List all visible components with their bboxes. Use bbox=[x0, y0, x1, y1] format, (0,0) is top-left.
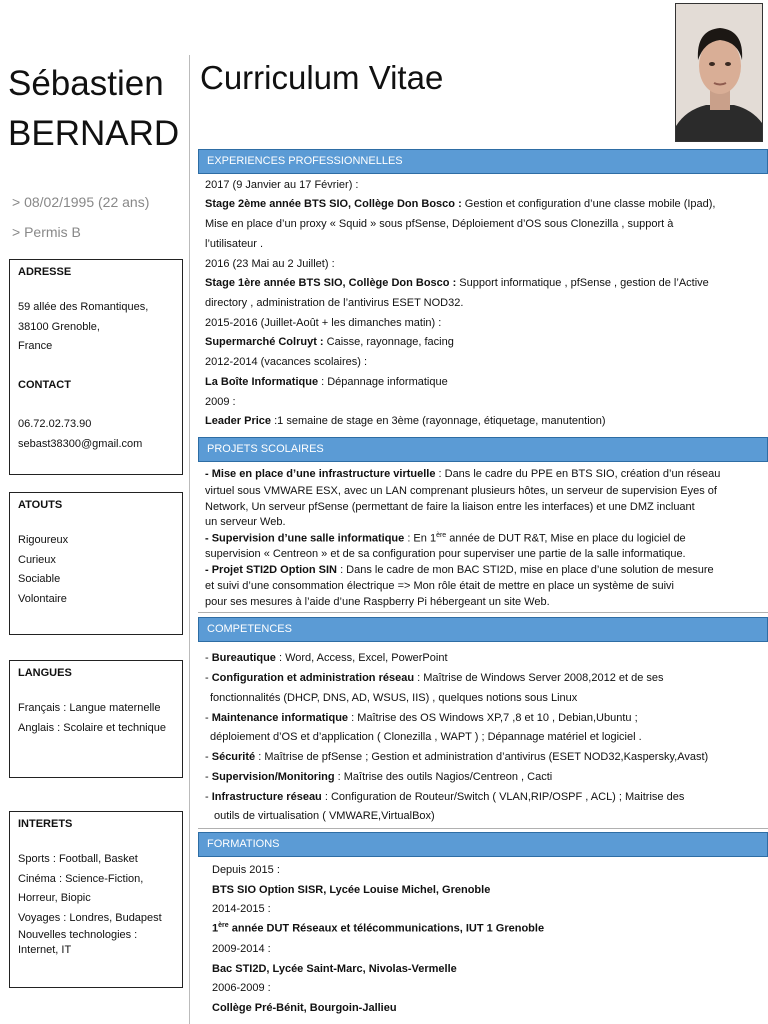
experience-line: 2009 : bbox=[205, 396, 236, 408]
competence-line: déploiement d’OS et d’application ( Clonezilla , WAPT ) ; Dépannage matériel et logiciel . bbox=[210, 731, 642, 743]
first-name: Sébastien bbox=[8, 64, 164, 103]
address-line: 38100 Grenoble, bbox=[18, 320, 100, 333]
competence-name: Sécurité bbox=[211, 751, 256, 763]
atout-item: Curieux bbox=[18, 553, 56, 566]
competence-line: - Sécurité : Maîtrise de pfSense ; Gestion et administration d’antivirus (ESET NOD32,Kaspersky,Avast) bbox=[205, 751, 709, 763]
competence-line: fonctionnalités (DHCP, DNS, AD, WSUS, IIS) , quelques notions sous Linux bbox=[210, 692, 578, 704]
experience-detail: Support informatique , pfSense , gestion de l’Active bbox=[456, 277, 709, 289]
experience-line: 2012-2014 (vacances scolaires) : bbox=[205, 356, 368, 368]
formation-degree: BTS SIO Option SISR, Lycée Louise Michel, Grenoble bbox=[212, 884, 491, 896]
atouts-title: ATOUTS bbox=[18, 499, 63, 511]
address-title: ADRESSE bbox=[18, 266, 72, 278]
experience-detail: Gestion et configuration d’une classe mobile (Ipad), bbox=[461, 198, 716, 210]
formation-line: Depuis 2015 : bbox=[212, 864, 280, 876]
atout-item: Rigoureux bbox=[18, 534, 69, 546]
competence-name: Configuration et administration réseau bbox=[211, 672, 415, 684]
projet-line bbox=[205, 532, 686, 545]
experience-line: Mise en place d’un proxy « Squid » sous pfSense, Déploiement d’OS sous Clonezilla , support à bbox=[205, 218, 674, 230]
projet-line: pour ses mesures à l’aide d’une Raspberry Pi hébergeant un site Web. bbox=[205, 596, 550, 608]
experiences-header: EXPERIENCES PROFESSIONNELLES bbox=[198, 149, 768, 174]
interets-box bbox=[9, 811, 183, 988]
experience-line: 2017 (9 Janvier au 17 Février) : bbox=[205, 179, 359, 191]
projet-line: un serveur Web. bbox=[205, 516, 286, 528]
address-line: France bbox=[18, 340, 53, 352]
competence-detail: : Word, Access, Excel, PowerPoint bbox=[275, 652, 448, 664]
formations-header: FORMATIONS bbox=[198, 832, 768, 857]
document-title: Curriculum Vitae bbox=[200, 59, 444, 96]
section-divider bbox=[198, 828, 768, 829]
atouts-box bbox=[9, 492, 183, 635]
projet-detail: : Dans le cadre de mon BAC STI2D, mise en place d’une solution de mesure bbox=[337, 564, 714, 576]
interet-item: Cinéma : Science-Fiction, bbox=[18, 872, 144, 885]
formation-degree: Bac STI2D, Lycée Saint-Marc, Nivolas-Vermelle bbox=[212, 963, 457, 975]
langue-item: Anglais : Scolaire et technique bbox=[18, 721, 166, 734]
experience-line bbox=[205, 277, 709, 289]
projet-line: supervision « Centreon » et de sa configuration pour superviser une partie de la salle informatique. bbox=[205, 548, 686, 560]
experience-detail: :1 semaine de stage en 3ème (rayonnage, étiquetage, manutention) bbox=[271, 415, 606, 427]
competence-detail: : Maîtrise de Windows Server 2008,2012 et de ses bbox=[414, 672, 664, 684]
atout-item: Volontaire bbox=[18, 592, 67, 605]
langues-box bbox=[9, 660, 183, 778]
portrait-image bbox=[676, 4, 763, 142]
projet-superscript: ère bbox=[436, 532, 447, 539]
langues-title: LANGUES bbox=[18, 667, 72, 679]
projet-line bbox=[205, 468, 720, 480]
formation-degree: Collège Pré-Bénit, Bourgoin-Jallieu bbox=[212, 1002, 397, 1014]
interet-item: Voyages : Londres, Budapest bbox=[18, 911, 162, 924]
experience-line bbox=[205, 376, 448, 388]
projet-detail: année de DUT R&T, Mise en place du logiciel de bbox=[446, 532, 686, 545]
competence-name: Bureautique bbox=[211, 652, 276, 664]
projet-detail: : En 1 bbox=[404, 532, 437, 545]
competence-name: Maintenance informatique bbox=[211, 712, 349, 724]
driving-license: > Permis B bbox=[12, 224, 81, 240]
experience-detail: : Dépannage informatique bbox=[318, 376, 448, 388]
formation-degree bbox=[212, 922, 544, 935]
competence-line: - Infrastructure réseau : Configuration de Routeur/Switch ( VLAN,RIP/OSPF , ACL) ; Maitrise des bbox=[205, 791, 685, 803]
competence-detail: : Configuration de Routeur/Switch ( VLAN,RIP/OSPF , ACL) ; Maitrise des bbox=[321, 791, 685, 803]
last-name: BERNARD bbox=[8, 114, 180, 153]
experience-line bbox=[205, 415, 606, 427]
experience-employer: Stage 1ère année BTS SIO, Collège Don Bosco : bbox=[205, 277, 457, 289]
projet-line bbox=[205, 564, 714, 576]
projet-name: - Supervision d’une salle informatique bbox=[205, 532, 405, 545]
phone-number: 06.72.02.73.90 bbox=[18, 418, 92, 430]
interet-item: Nouvelles technologies : bbox=[18, 929, 138, 941]
experience-employer: Leader Price bbox=[205, 415, 272, 427]
competence-line: outils de virtualisation ( VMWARE,VirtualBox) bbox=[214, 810, 435, 822]
formation-superscript: ère bbox=[218, 922, 229, 929]
experience-line: directory , administration de l’antivirus ESET NOD32. bbox=[205, 297, 464, 309]
interet-item: Sports : Football, Basket bbox=[18, 853, 138, 865]
profile-photo bbox=[675, 3, 763, 142]
atout-item: Sociable bbox=[18, 573, 61, 585]
email-address: sebast38300@gmail.com bbox=[18, 437, 143, 450]
address-contact-box bbox=[9, 259, 183, 475]
experience-employer: Stage 2ème année BTS SIO, Collège Don Bosco : bbox=[205, 198, 462, 210]
experience-line: 2016 (23 Mai au 2 Juillet) : bbox=[205, 258, 335, 270]
experience-detail: Caisse, rayonnage, facing bbox=[323, 336, 454, 348]
experience-line: l’utilisateur . bbox=[205, 238, 264, 250]
experience-line: 2015-2016 (Juillet-Août + les dimanches matin) : bbox=[205, 317, 442, 329]
experience-line bbox=[205, 336, 454, 348]
experience-employer: Supermarché Colruyt : bbox=[205, 336, 324, 348]
formation-line: 2014-2015 : bbox=[212, 903, 271, 915]
projet-line: Network, Un serveur pfSense (permettant de faire la liaison entre les interfaces) et une DMZ incluant bbox=[205, 501, 695, 513]
competence-name: Supervision/Monitoring bbox=[211, 771, 335, 783]
contact-title: CONTACT bbox=[18, 379, 71, 391]
projets-header: PROJETS SCOLAIRES bbox=[198, 437, 768, 462]
langue-item: Français : Langue maternelle bbox=[18, 702, 161, 714]
column-divider bbox=[189, 55, 190, 1024]
formation-degree-part: année DUT Réseaux et télécommunications, IUT 1 Grenoble bbox=[228, 922, 545, 935]
projet-name: - Projet STI2D Option SIN bbox=[205, 564, 338, 576]
projet-line: virtuel sous VMWARE ESX, avec un LAN comprenant plusieurs hôtes, un serveur de supervision Eyes of bbox=[205, 485, 717, 497]
interets-title: INTERETS bbox=[18, 818, 73, 830]
formation-line: 2006-2009 : bbox=[212, 982, 271, 994]
birth-date: > 08/02/1995 (22 ans) bbox=[12, 194, 150, 210]
interet-item: Horreur, Biopic bbox=[18, 892, 91, 904]
competence-line: - Supervision/Monitoring : Maîtrise des outils Nagios/Centreon , Cacti bbox=[205, 771, 553, 783]
competence-line: - Configuration et administration réseau : Maîtrise de Windows Server 2008,2012 et de ses bbox=[205, 672, 664, 684]
competence-line: - Bureautique : Word, Access, Excel, PowerPoint bbox=[205, 652, 448, 664]
competence-detail: : Maîtrise des outils Nagios/Centreon , Cacti bbox=[334, 771, 553, 783]
projet-detail: : Dans le cadre du PPE en BTS SIO, création d’un réseau bbox=[435, 468, 721, 480]
competence-detail: : Maîtrise de pfSense ; Gestion et administration d’antivirus (ESET NOD32,Kaspersky,Avast) bbox=[255, 751, 709, 763]
experience-employer: La Boîte Informatique bbox=[205, 376, 319, 388]
section-divider bbox=[198, 612, 768, 613]
formation-degree-part: 1 bbox=[212, 922, 219, 935]
formation-line: 2009-2014 : bbox=[212, 943, 271, 955]
competence-detail: : Maîtrise des OS Windows XP,7 ,8 et 10 , Debian,Ubuntu ; bbox=[348, 712, 638, 724]
projet-line: et suivi d’une consommation électrique => Mon rôle était de mettre en place un système de suivi bbox=[205, 580, 674, 592]
projet-name: - Mise en place d’une infrastructure virtuelle bbox=[205, 468, 436, 480]
experience-line bbox=[205, 198, 716, 210]
address-line: 59 allée des Romantiques, bbox=[18, 301, 149, 313]
competence-name: Infrastructure réseau bbox=[211, 791, 322, 803]
competence-line: - Maintenance informatique : Maîtrise des OS Windows XP,7 ,8 et 10 , Debian,Ubuntu ; bbox=[205, 712, 638, 724]
interet-item: Internet, IT bbox=[18, 944, 72, 956]
competences-header: COMPETENCES bbox=[198, 617, 768, 642]
